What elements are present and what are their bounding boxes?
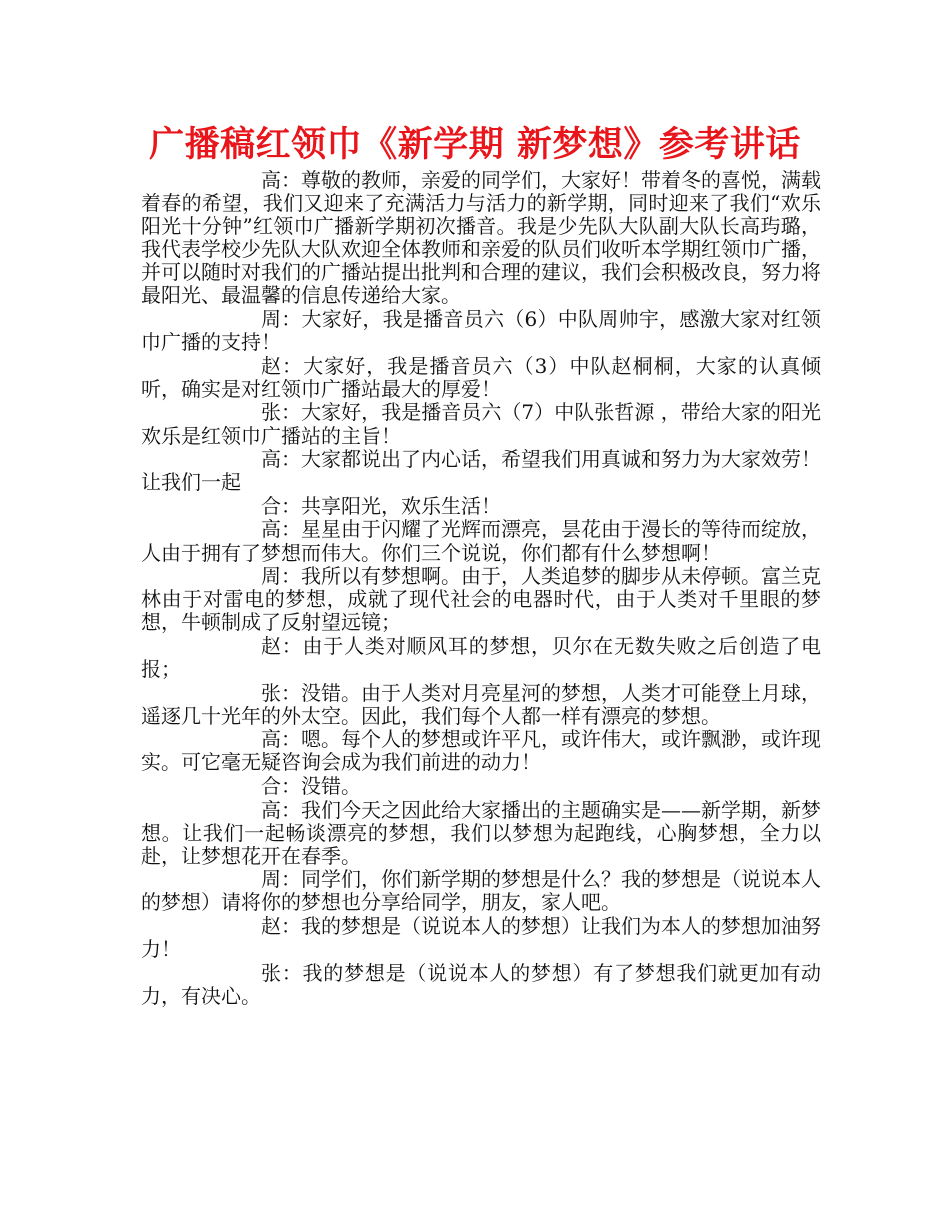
paragraph: 张：大家好，我是播音员六（7）中队张哲源 ，带给大家的阳光欢乐是红领巾广播站的主旨！ xyxy=(141,400,821,448)
paragraph: 高：尊敬的教师，亲爱的同学们，大家好！带着冬的喜悦，满载着春的希望，我们又迎来了充满活力与活力的新学期，同时迎来了我们“欢乐阳光十分钟”红领巾广播新学期初次播音。我是少先队大队副大队长高玙璐，我代表学校少先队大队欢迎全体教师和亲爱的队员们收听本学期红领巾广播，并可以随时对我们的广播站提出批判和合理的建议，我们会积极改良，努力将最阳光、最温馨的信息传递给大家。 xyxy=(141,168,821,308)
paragraph: 合：共享阳光，欢乐生活！ xyxy=(261,493,501,518)
document-title: 广播稿红领巾《新学期 新梦想》参考讲话 xyxy=(149,125,801,165)
document-body xyxy=(141,169,821,1008)
paragraph: 周：大家好，我是播音员六（6）中队周帅宇，感激大家对红领巾广播的支持！ xyxy=(141,307,821,355)
paragraph: 合：没错。 xyxy=(261,773,361,798)
paragraph: 周：同学们，你们新学期的梦想是什么？我的梦想是（说说本人的梦想）请将你的梦想也分享给同学，朋友，家人吧。 xyxy=(141,867,821,915)
paragraph: 赵：我的梦想是（说说本人的梦想）让我们为本人的梦想加油努力！ xyxy=(141,914,821,962)
paragraph: 赵：由于人类对顺风耳的梦想，贝尔在无数失败之后创造了电报； xyxy=(141,633,821,681)
paragraph: 周：我所以有梦想啊。由于，人类追梦的脚步从未停顿。富兰克林由于对雷电的梦想，成就了现代社会的电器时代，由于人类对千里眼的梦想，牛顿制成了反射望远镜； xyxy=(141,564,821,635)
paragraph: 高：大家都说出了内心话，希望我们用真诚和努力为大家效劳！让我们一起 xyxy=(141,447,821,495)
paragraph: 高：嗯。每个人的梦想或许平凡，或许伟大，或许飘渺，或许现实。可它毫无疑咨询会成为我们前进的动力！ xyxy=(141,727,821,775)
paragraph: 张：我的梦想是（说说本人的梦想）有了梦想我们就更加有动力，有决心。 xyxy=(141,960,821,1008)
paragraph: 赵：大家好，我是播音员六（3）中队赵桐桐，大家的认真倾听，确实是对红领巾广播站最大的厚爱！ xyxy=(141,353,821,401)
paragraph: 高：星星由于闪耀了光辉而漂亮，昙花由于漫长的等待而绽放，人由于拥有了梦想而伟大。你们三个说说，你们都有什么梦想啊！ xyxy=(141,517,821,565)
paragraph: 高：我们今天之因此给大家播出的主题确实是——新学期，新梦想。让我们一起畅谈漂亮的梦想，我们以梦想为起跑线，心胸梦想，全力以赴，让梦想花开在春季。 xyxy=(141,797,821,868)
paragraph: 张：没错。由于人类对月亮星河的梦想，人类才可能登上月球，遥逐几十光年的外太空。因此，我们每个人都一样有漂亮的梦想。 xyxy=(141,680,821,728)
